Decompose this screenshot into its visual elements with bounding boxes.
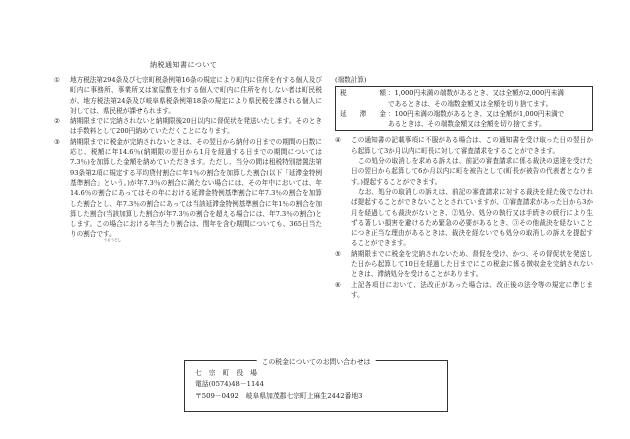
rounding-title: (端数計算) bbox=[335, 76, 367, 84]
item-number: ① bbox=[54, 76, 60, 84]
contact-heading: この税金についてのお問い合わせは bbox=[257, 356, 376, 366]
item-text-main: 納期限までに税金が完納されないときは、その翌日から納付の日までの期間の日数に応じ、税額に年14.6％(納期限の翌日から1月を経過する日までの期間については7.3％)を加算した金額を納めていただきます。ただし、当分の間は租税特別措置法第93条第2項に規定する平均貸付割合に年1％の割合を加算した割合(以下「延滞金特例基準割合」という。)が年7.3％の割合に満たない場合には、その年中においては、年14.6％の割合にあってはその年における延滞金特例基準割合に年7.3％の割合を加算した割合とし、年7.3％の割合にあっては当該延滞金特例基準割合に年1％の割合を加算した割合(当該加算した割合が年7.3％の割合を超える場合には、年7.3％の割合)とします。この場合における年当たり割合は、閏年を含む期間についても、365日当たりの割合です。 bbox=[70, 137, 322, 239]
contact-box bbox=[184, 360, 448, 412]
rounding-text-cont: であるときは、その端数金額又は全額を切り捨てます。 bbox=[388, 99, 553, 108]
paragraph-note: なお、処分の取消しの訴えは、前記の審査請求に対する裁決を経た後でなければ提起することができないこととされていますが、①審査請求があった日から3か月を経過しても裁決がないとき、②処分、処分の執行又は手続きの続行により生ずる著しい損害を避けるため緊急の必要があるとき、③その他裁決を経ないことにつき正当な理由があるときは、裁決を経ないでも処分の取消しの訴えを提起することができます。 bbox=[351, 187, 593, 248]
rounding-row-late-fee: 延滞金 ：100円未満の端数があるとき、又は全額が1,000円未満で あるときは、その端数金額又は全額を切り捨てます。 bbox=[340, 109, 565, 129]
phone-number: 電話(0574)48－1144 bbox=[195, 380, 264, 389]
item-text: 地方税法第294条及び七宗町税条例第16条の規定により町内に住所を有する個人及び町内に事務所、事業所又は家屋敷を有する個人で町内に住所を有しない者は町民税が、地方税法第24条及び岐阜県税条例第18条の規定により県民税を課される個人に対しては、県民税が課せられます。 bbox=[70, 76, 322, 115]
rounding-label: 税 額 bbox=[340, 89, 386, 98]
item-number: ⑤ bbox=[335, 249, 341, 258]
item-3 bbox=[54, 137, 322, 241]
item-text: この通知書の記載事項に不服がある場合は、この通知書を受け取った日の翌日から起算して3か月以内に町長に対して審査請求をすることができます。 bbox=[351, 136, 593, 155]
rounding-label: 延滞金 bbox=[340, 109, 386, 118]
item-text bbox=[70, 137, 322, 241]
item-5 bbox=[335, 249, 593, 280]
rounding-box bbox=[335, 86, 593, 131]
item-text: 上記各項目において、法改正があった場合は、改正後の法令等の規定に準じます。 bbox=[351, 280, 593, 299]
item-number: ③ bbox=[54, 137, 60, 146]
item-number: ④ bbox=[335, 136, 341, 145]
page-title: 納税通知書について bbox=[150, 61, 218, 69]
rounding-text: 100円未満の端数があるとき、又は全額が1,000円未満で bbox=[394, 109, 565, 118]
left-column bbox=[54, 75, 322, 241]
item-text: 納期限までに税金を完納されないため、督促を受け、かつ、その督促状を発送した日から起算して10日を経過した日までにこの税金に係る徴収金を完納されないときは、滞納処分を受けることがあります。 bbox=[351, 249, 593, 279]
leap-year-ruby: うるうどし bbox=[103, 238, 122, 243]
office-name: 七宗町役場 bbox=[195, 369, 264, 377]
paragraph-lawsuit: この処分の取消しを求める訴えは、前記の審査請求に係る裁決の送達を受けた日の翌日から起算して6か月以内に町を被告として(町長が被告の代表者となります。)提起することができます。 bbox=[351, 157, 593, 186]
item-6 bbox=[335, 280, 593, 301]
postal-address: 〒509－0492 岐阜県加茂郡七宗町上麻生2442番地3 bbox=[195, 391, 363, 400]
item-number: ⑥ bbox=[335, 280, 341, 289]
item-1 bbox=[54, 75, 322, 116]
item-text: 納期限までに完納されないと納期限後20日以内に督促状を発送いたします。そのときは手数料として200円納めていただくことになります。 bbox=[70, 117, 322, 136]
item-4 bbox=[335, 135, 593, 156]
rounding-text: 1,000円未満の端数があるとき、又は全額が2,000円未満 bbox=[394, 89, 564, 98]
rounding-row-tax: 税 額 ：1,000円未満の端数があるとき、又は全額が2,000円未満 であるときは、その端数金額又は全額を切り捨てます。 bbox=[340, 89, 564, 108]
right-column bbox=[335, 75, 593, 300]
rounding-text-cont: あるときは、その端数金額又は全額を切り捨てます。 bbox=[388, 120, 546, 129]
item-2 bbox=[54, 116, 322, 137]
item-number: ② bbox=[54, 117, 60, 126]
